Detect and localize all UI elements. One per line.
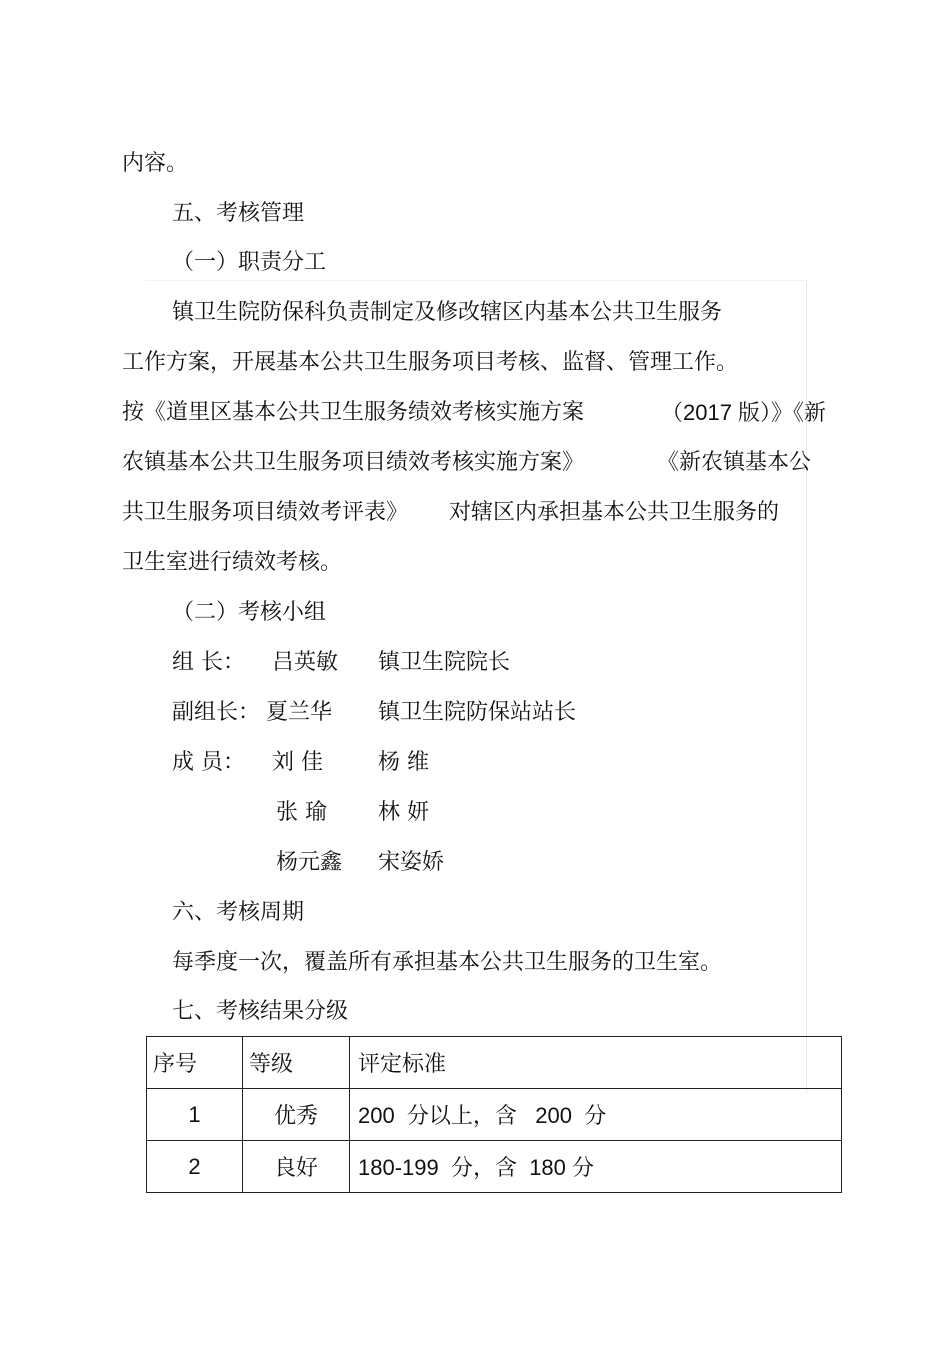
table-cell: 1 bbox=[147, 1089, 243, 1141]
paragraph-line: 按《道里区基本公共卫生服务绩效考核实施方案 bbox=[122, 400, 585, 425]
table-row bbox=[147, 1141, 842, 1193]
paragraph-line: 共卫生服务项目绩效考评表》 bbox=[122, 500, 409, 525]
table-header-cell: 序号 bbox=[147, 1037, 243, 1089]
member-name: 宋姿娇 bbox=[378, 850, 445, 875]
deputy-name: 夏兰华 bbox=[266, 700, 333, 725]
paragraph-line: 镇卫生院防保科负责制定及修改辖区内基本公共卫生服务 bbox=[172, 300, 723, 325]
paragraph-line: 《新农镇基本公 bbox=[657, 450, 812, 475]
paragraph-line: 卫生室进行绩效考核。 bbox=[122, 550, 343, 575]
section-6-text: 每季度一次，覆盖所有承担基本公共卫生服务的卫生室。 bbox=[172, 950, 723, 975]
table-cell: 良好 bbox=[243, 1141, 350, 1193]
table-cell: 180-199 分，含 180 分 bbox=[350, 1141, 842, 1193]
table-cell: 优秀 bbox=[243, 1089, 350, 1141]
section-5-1-heading: （一）职责分工 bbox=[172, 250, 327, 275]
section-5-heading: 五、考核管理 bbox=[172, 201, 305, 226]
intro-tail: 内容。 bbox=[122, 151, 189, 176]
member-name: 刘 佳 bbox=[272, 750, 323, 775]
paragraph-line: （2017 版）》《新 bbox=[661, 400, 827, 425]
grading-table bbox=[146, 1036, 842, 1193]
paragraph-line: 农镇基本公共卫生服务项目绩效考核实施方案》 bbox=[122, 450, 585, 475]
section-6-heading: 六、考核周期 bbox=[172, 900, 305, 925]
paragraph-line: 对辖区内承担基本公共卫生服务的 bbox=[449, 500, 780, 525]
member-name: 杨元鑫 bbox=[276, 850, 343, 875]
table-cell: 2 bbox=[147, 1141, 243, 1193]
section-5-2-heading: （二）考核小组 bbox=[172, 600, 327, 625]
member-name: 张 瑜 bbox=[276, 800, 327, 825]
member-name: 林 妍 bbox=[378, 800, 429, 825]
table-cell: 200 分以上，含 200 分 bbox=[350, 1089, 842, 1141]
deputy-label: 副组长： bbox=[172, 700, 261, 725]
table-header-row bbox=[147, 1037, 842, 1089]
table-row bbox=[147, 1089, 842, 1141]
section-7-heading: 七、考核结果分级 bbox=[172, 999, 349, 1024]
table-header-cell: 等级 bbox=[243, 1037, 350, 1089]
deputy-title: 镇卫生院防保站站长 bbox=[378, 700, 577, 725]
leader-name: 吕英敏 bbox=[272, 650, 339, 675]
member-name: 杨 维 bbox=[378, 750, 429, 775]
leader-label: 组 长： bbox=[172, 650, 245, 675]
leader-title: 镇卫生院院长 bbox=[378, 650, 511, 675]
paragraph-line: 工作方案，开展基本公共卫生服务项目考核、监督、管理工作。 bbox=[122, 350, 739, 375]
members-label: 成 员： bbox=[172, 750, 245, 775]
table-header-cell: 评定标准 bbox=[350, 1037, 842, 1089]
